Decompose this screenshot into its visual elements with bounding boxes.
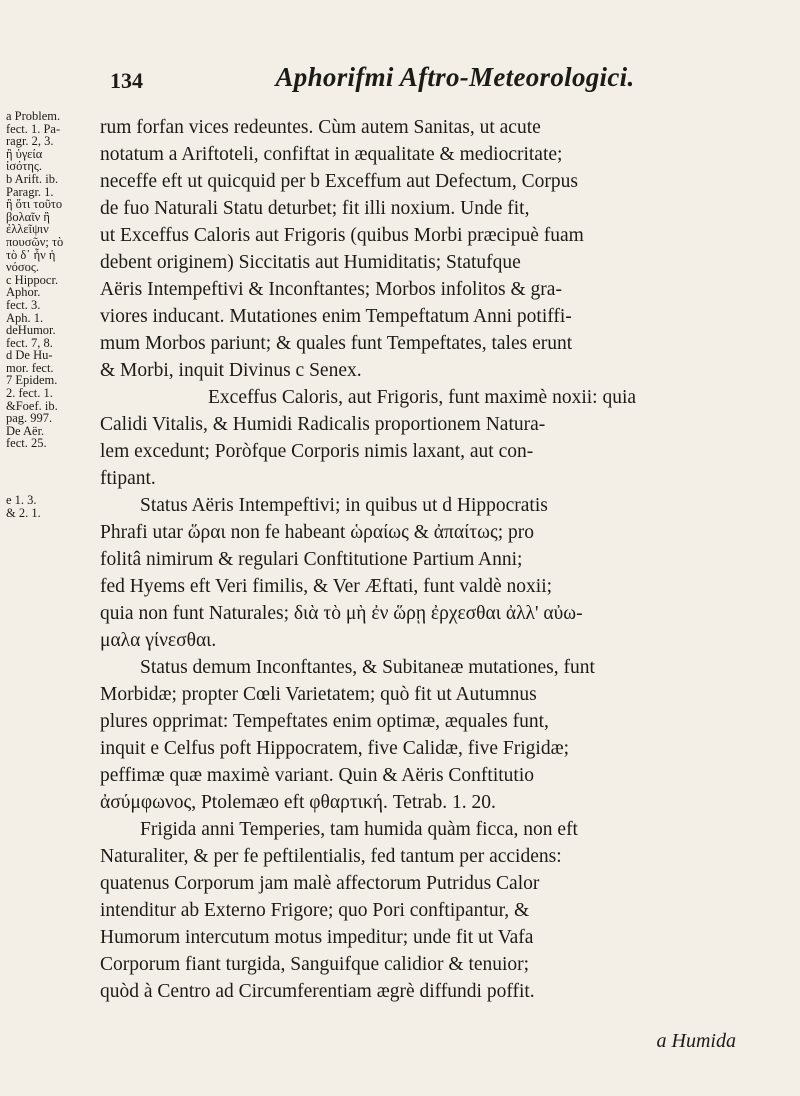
- page-header: [110, 62, 760, 102]
- text-line: folitâ nimirum & regulari Conftitutione Partium Anni;: [100, 549, 523, 570]
- text-line: Status Aëris Intempeftivi; in quibus ut d Hippocratis: [140, 495, 548, 516]
- text-line: quia non funt Naturales; διὰ τὸ μὴ ἐν ὥρῃ ἐρχεσθαι ἀλλ' αὐω-: [100, 603, 583, 624]
- text-line: Status demum Inconftantes, & Subitaneæ mutationes, funt: [140, 657, 595, 678]
- margin-note-references: a Problem. fect. 1. Pa- ragr. 2, 3. ἢ ὑγεία ἰσότης. b Arift. ib. Paragr. 1. ἢ ὅτι τοῦτο βολαῖν ἢ ἐλλεῖψιν πουσῶν; τὸ τὸ δ᾽ ἦν ἡ νόσος. c Hippocr. Aphor. fect. 3. Aph. 1. deHumor. fect. 7, 8. d De Hu- mor. fect. 7 Epidem. 2. fect. 1. &Foef. ib. pag. 997. De Aër. fect. 25.: [6, 109, 64, 451]
- text-line: Naturaliter, & per fe peftilentialis, fed tantum per accidens:: [100, 846, 562, 867]
- running-title: Aphorifmi Aftro-Meteorologici.: [275, 62, 635, 92]
- text-line: intenditur ab Externo Frigore; quo Pori conftipantur, &: [100, 900, 530, 921]
- catchword: a Humida: [656, 1030, 736, 1052]
- text-line: Aëris Intempeftivi & Inconftantes; Morbos infolitos & gra-: [100, 279, 562, 300]
- text-line: Corporum fiant turgida, Sanguifque calidior & tenuior;: [100, 954, 530, 975]
- text-line: de fuo Naturali Statu deturbet; fit illi noxium. Unde fit,: [100, 198, 530, 219]
- text-line: mum Morbos pariunt; & quales funt Tempeftates, tales erunt: [100, 333, 573, 354]
- text-line: Frigida anni Temperies, tam humida quàm ficca, non eft: [140, 819, 578, 840]
- text-line: Morbidæ; propter Cœli Varietatem; quò fit ut Autumnus: [100, 684, 537, 705]
- text-line: ἀσύμφωνος, Ptolemæo eft φθαρτική. Tetrab. 1. 20.: [100, 792, 496, 813]
- text-line: lem excedunt; Poròfque Corporis nimis laxant, aut con-: [100, 441, 534, 462]
- text-line: ftipant.: [100, 468, 156, 489]
- text-line: & Morbi, inquit Divinus c Senex.: [100, 360, 362, 381]
- margin-notes: [6, 110, 88, 519]
- text-line: μαλα γίνεσθαι.: [100, 630, 217, 651]
- text-line: Exceffus Caloris, aut Frigoris, funt maximè noxii: quia: [208, 387, 637, 408]
- text-line: notatum a Ariftoteli, confiftat in æqualitate & mediocritate;: [100, 144, 563, 165]
- text-line: Humorum intercutum motus impeditur; unde fit ut Vafa: [100, 927, 534, 948]
- text-line: inquit e Celfus poft Hippocratem, five Calidæ, five Frigidæ;: [100, 738, 570, 759]
- text-line: peffimæ quæ maximè variant. Quin & Aëris Conftitutio: [100, 765, 535, 786]
- text-line: Calidi Vitalis, & Humidi Radicalis proportionem Natura-: [100, 414, 546, 435]
- text-line: neceffe eft ut quicquid per b Exceffum aut Defectum, Corpus: [100, 171, 578, 192]
- text-line: ut Exceffus Caloris aut Frigoris (quibus Morbi præcipuè fuam: [100, 225, 584, 246]
- text-line: debent originem) Siccitatis aut Humiditatis; Statufque: [100, 252, 521, 273]
- body-text: [100, 114, 790, 1005]
- text-line: fed Hyems eft Veri fimilis, & Ver Æftati, funt valdè noxii;: [100, 576, 553, 597]
- text-line: quòd à Centro ad Circumferentiam ægrè diffundi poffit.: [100, 981, 535, 1002]
- text-line: Phrafi utar ὥραι non fe habeant ὡραίως & ἀπαίτως; pro: [100, 522, 534, 543]
- text-line: rum forfan vices redeuntes. Cùm autem Sanitas, ut acute: [100, 117, 541, 138]
- page-number: 134: [110, 68, 143, 93]
- text-line: plures opprimat: Tempeftates enim optimæ, æquales funt,: [100, 711, 549, 732]
- margin-note-celsus: e 1. 3. & 2. 1.: [6, 493, 41, 520]
- text-line: viores inducant. Mutationes enim Tempeftatum Anni potiffi-: [100, 306, 572, 327]
- text-line: quatenus Corporum jam malè affectorum Putridus Calor: [100, 873, 540, 894]
